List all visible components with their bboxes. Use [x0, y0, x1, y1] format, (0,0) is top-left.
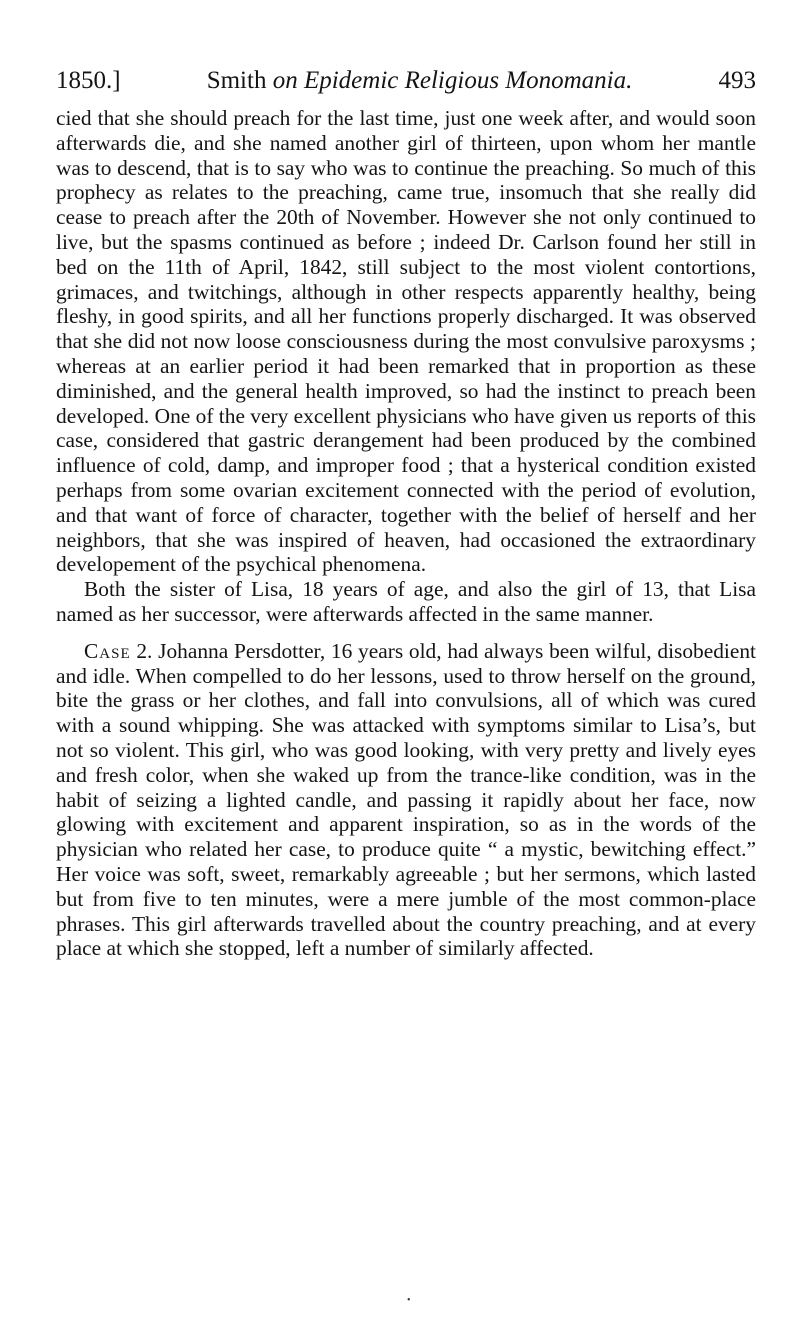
case-label: Case [84, 638, 131, 663]
page-number: 493 [718, 67, 756, 94]
paragraph-sister: Both the sister of Lisa, 18 years of age, and also the girl of 13, that Lisa named as her successor, were afterwards affected in the same manner. [56, 577, 756, 626]
header-title-italic: Epidemic Religious Monomania. [303, 67, 633, 94]
paragraph-continuation: cied that she should preach for the last time, just one week after, and would soon afterwards die, and she named another girl of thirteen, upon whom her mantle was to descend, that is to say who was to continue the preaching. So much of this prophecy as relates to the preaching, came true, insomuch that she really did cease to preach after the 20th of November. However she not only continued to live, but the spasms continued as before ; indeed Dr. Carlson found her still in bed on the 11th of April, 1842, still subject to the most violent contortions, grimaces, and twitchings, although in other respects apparently healthy, being fleshy, in good spirits, and all her functions properly discharged. It was observed that she did not now loose consciousness during the most convulsive paroxysms ; whereas at an earlier period it had been remarked that in proportion as these diminished, and the general health improved, so had the instinct to preach been developed. One of the very excellent physicians who have given us reports of this case, considered that gastric derangement had been produced by the combined influence of cold, damp, and improper food ; that a hysterical condition existed perhaps from some ovarian excitement connected with the period of evolution, and that want of force of character, together with the belief of herself and her neighbors, that she was inspired of heaven, had occasioned the extraordinary developement of the psychical phenomena. [56, 106, 756, 577]
document-page [56, 66, 756, 961]
case-2-text: 2. Johanna Persdotter, 16 years old, had always been wilful, disobedient and idle. When compelled to do her lessons, used to throw herself on the ground, bite the grass or her clothes, and fall into convulsions, all of which was cured with a sound whipping. She was attacked with symptoms similar to Lisa’s, but not so violent. This girl, who was good looking, with very pretty and lively eyes and fresh color, when she waked up from the trance-like condition, was in the habit of seizing a lighted candle, and passing it rapidly about her face, now glowing with excitement and apparent inspiration, so as in the words of the physician who related her case, to produce quite “ a mystic, bewitching effect.” Her voice was soft, sweet, remarkably agreeable ; but her sermons, which lasted but from five to ten minutes, were a mere jumble of the most common-place phrases. This girl afterwards travelled about the country preaching, and at every place at which she stopped, left a number of similarly affected. [56, 638, 756, 961]
body-text [56, 106, 756, 961]
header-title [121, 66, 719, 96]
header-year: 1850.] [56, 67, 121, 94]
running-header [56, 66, 756, 96]
paragraph-case-2 [56, 639, 756, 961]
footer-mark: • [407, 1295, 411, 1306]
header-author: Smith [206, 67, 267, 94]
header-connector: on [272, 67, 298, 94]
